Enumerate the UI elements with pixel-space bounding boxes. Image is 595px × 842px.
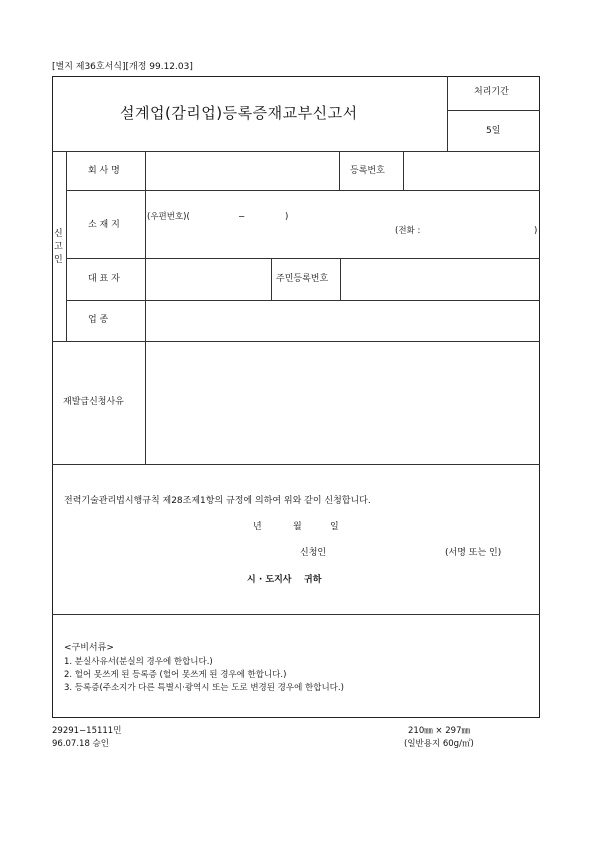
company-name-label: 회 사 명 bbox=[88, 166, 120, 176]
reissue-reason-label: 재발급신청사유 bbox=[63, 397, 124, 407]
postal-code-prefix: (우편번호)( bbox=[147, 212, 190, 222]
signature-note: (서명 또는 인) bbox=[445, 548, 502, 558]
applicant-sign-label: 신청인 bbox=[300, 548, 327, 558]
resident-number-label: 주민등록번호 bbox=[276, 274, 329, 284]
representative-label: 대 표 자 bbox=[88, 274, 120, 284]
processing-period-label: 처리기간 bbox=[474, 87, 509, 97]
address-label: 소 재 지 bbox=[88, 220, 120, 230]
date-year: 년 bbox=[253, 522, 262, 532]
divider bbox=[52, 614, 540, 615]
approval-date: 96.07.18 승인 bbox=[52, 739, 109, 749]
form-title: 설계업(감리업)등록증재교부신고서 bbox=[120, 104, 358, 122]
document-item-1: 1. 분실사유서(분실의 경우에 한합니다.) bbox=[64, 657, 213, 667]
divider bbox=[447, 110, 540, 111]
divider bbox=[66, 151, 67, 341]
form-reference: [별지 제36호서식][개정 99.12.03] bbox=[52, 62, 193, 72]
paper-size: 210㎜ × 297㎜ bbox=[408, 726, 470, 736]
postal-code-dash: − bbox=[238, 212, 246, 222]
business-type-label: 업 종 bbox=[88, 315, 109, 325]
document-item-3: 3. 등록증(주소지가 다른 특별시·광역시 또는 도로 변경된 경우에 한합니다.) bbox=[64, 683, 344, 693]
addressee: 시 · 도지사 귀하 bbox=[247, 575, 322, 585]
phone-close: ) bbox=[534, 226, 538, 236]
form-code: 29291−15111민 bbox=[52, 726, 122, 736]
divider bbox=[339, 151, 340, 190]
company-name-field[interactable] bbox=[146, 152, 338, 189]
phone-label: (전화 : bbox=[395, 226, 421, 236]
registration-number-label: 등록번호 bbox=[350, 166, 385, 176]
divider bbox=[271, 258, 272, 300]
processing-period-value: 5일 bbox=[486, 126, 501, 136]
applicant-group-label-2: 고 bbox=[54, 242, 63, 252]
document-item-2: 2. 헐어 못쓰게 된 등록증 (헐어 못쓰게 된 경우에 한합니다.) bbox=[64, 670, 287, 680]
declaration-text: 전력기술관리법시행규칙 제28조제1항의 규정에 의하여 위와 같이 신청합니다. bbox=[64, 496, 371, 506]
representative-field[interactable] bbox=[146, 259, 270, 299]
business-type-field[interactable] bbox=[146, 301, 539, 340]
address-field[interactable] bbox=[146, 191, 539, 257]
divider bbox=[447, 76, 448, 151]
resident-number-field[interactable] bbox=[341, 259, 539, 299]
registration-number-field[interactable] bbox=[404, 152, 539, 189]
divider bbox=[52, 464, 540, 465]
postal-code-close: ) bbox=[285, 212, 289, 222]
date-day: 일 bbox=[330, 522, 339, 532]
applicant-group-label-1: 신 bbox=[54, 229, 63, 239]
documents-heading: <구비서류> bbox=[64, 643, 114, 653]
paper-type: (일반용지 60g/㎡) bbox=[404, 739, 474, 749]
applicant-group-label-3: 인 bbox=[54, 255, 63, 265]
applicant-sign-field[interactable] bbox=[340, 543, 440, 561]
date-month: 월 bbox=[293, 522, 302, 532]
reissue-reason-field[interactable] bbox=[146, 342, 539, 463]
